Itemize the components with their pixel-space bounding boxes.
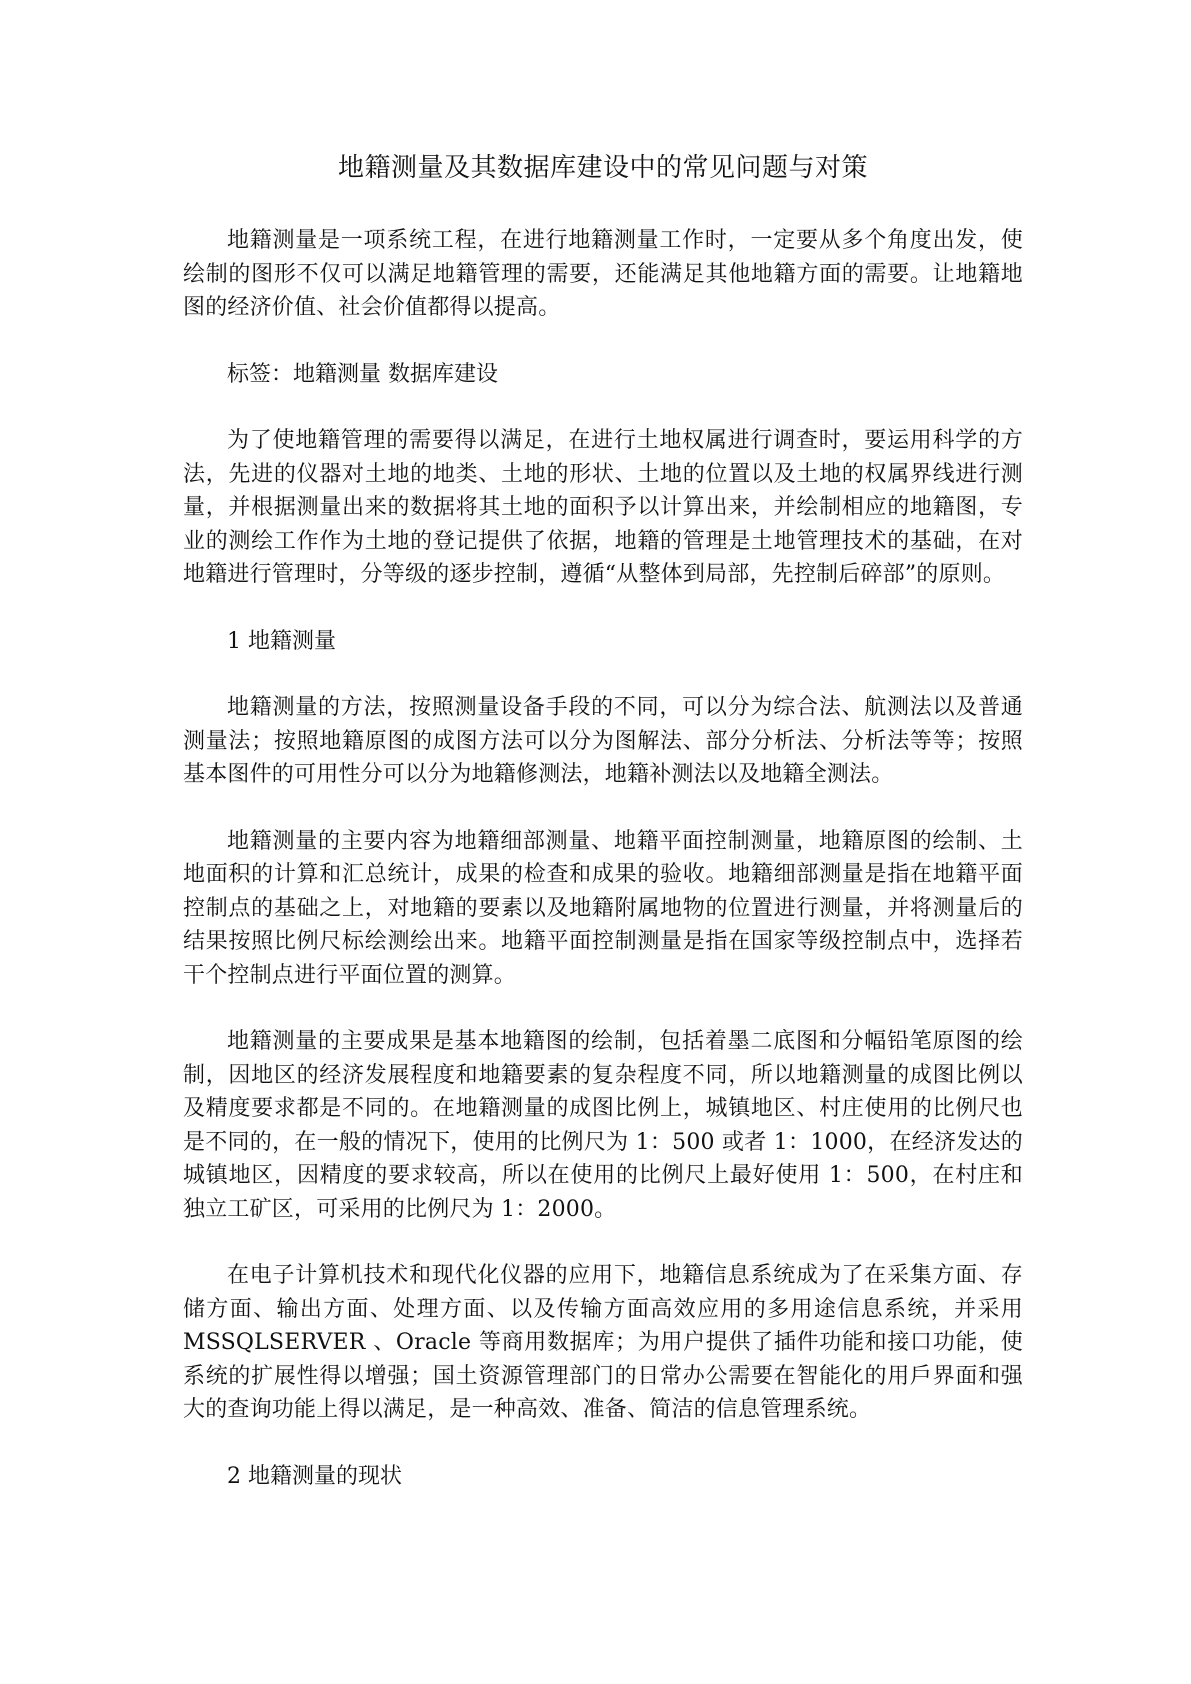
abstract-paragraph: 地籍测量是一项系统工程，在进行地籍测量工作时，一定要从多个角度出发，使绘制的图形不仅可以满足地籍管理的需要，还能满足其他地籍方面的需要。让地籍地图的经济价值、社会价值都得以提高。 [183, 228, 1023, 320]
section-1-paragraph-1: 地籍测量的方法，按照测量设备手段的不同，可以分为综合法、航测法以及普通测量法；按照地籍原图的成图方法可以分为图解法、部分分析法、分析法等等；按照基本图件的可用性分可以分为地籍修测法，地籍补测法以及地籍全测法。 [183, 695, 1023, 787]
document-body [183, 150, 1023, 1526]
intro-paragraph: 为了使地籍管理的需要得以满足，在进行土地权属进行调查时，要运用科学的方法，先进的仪器对土地的地类、土地的形状、土地的位置以及土地的权属界线进行测量，并根据测量出来的数据将其土地的面积予以计算出来，并绘制相应的地籍图，专业的测绘工作作为土地的登记提供了依据，地籍的管理是土地管理技术的基础，在对地籍进行管理时，分等级的逐步控制，遵循“从整体到局部，先控制后碎部”的原则。 [183, 428, 1023, 587]
section-1-paragraph-2: 地籍测量的主要内容为地籍细部测量、地籍平面控制测量，地籍原图的绘制、土地面积的计算和汇总统计，成果的检查和成果的验收。地籍细部测量是指在地籍平面控制点的基础之上，对地籍的要素以及地籍附属地物的位置进行测量，并将测量后的结果按照比例尺标绘测绘出来。地籍平面控制测量是指在国家等级控制点中，选择若干个控制点进行平面位置的测算。 [183, 828, 1023, 988]
section-1-paragraph-3: 地籍测量的主要成果是基本地籍图的绘制，包括着墨二底图和分幅铅笔原图的绘制，因地区的经济发展程度和地籍要素的复杂程度不同，所以地籍测量的成图比例以及精度要求都是不同的。在地籍测量的成图比例上，城镇地区、村庄使用的比例尺也是不同的，在一般的情况下，使用的比例尺为 1：500 或者 1：1000，在经济发达的城镇地区，因精度的要求较高，所以在使用的比例尺上最好使用 1：500，在村庄和独立工矿区，可采用的比例尺为 1：2000。 [183, 1029, 1023, 1222]
document-title: 地籍测量及其数据库建设中的常见问题与对策 [337, 153, 868, 183]
section-1-heading: 1 地籍测量 [227, 628, 336, 654]
section-1-paragraph-4: 在电子计算机技术和现代化仪器的应用下，地籍信息系统成为了在采集方面、存储方面、输出方面、处理方面、以及传输方面高效应用的多用途信息系统，并采用 MSSQLSERVER 、Oracle 等商用数据库；为用户提供了插件功能和接口功能，使系统的扩展性得以增强；国土资源管理部门的日常办公需要在智能化的用戶界面和强大的查询功能上得以满足，是一种高效、准备、简洁的信息管理系统。 [183, 1263, 1023, 1422]
keywords-line: 标签：地籍测量 数据库建设 [227, 361, 498, 387]
section-2-heading: 2 地籍测量的现状 [227, 1463, 402, 1489]
